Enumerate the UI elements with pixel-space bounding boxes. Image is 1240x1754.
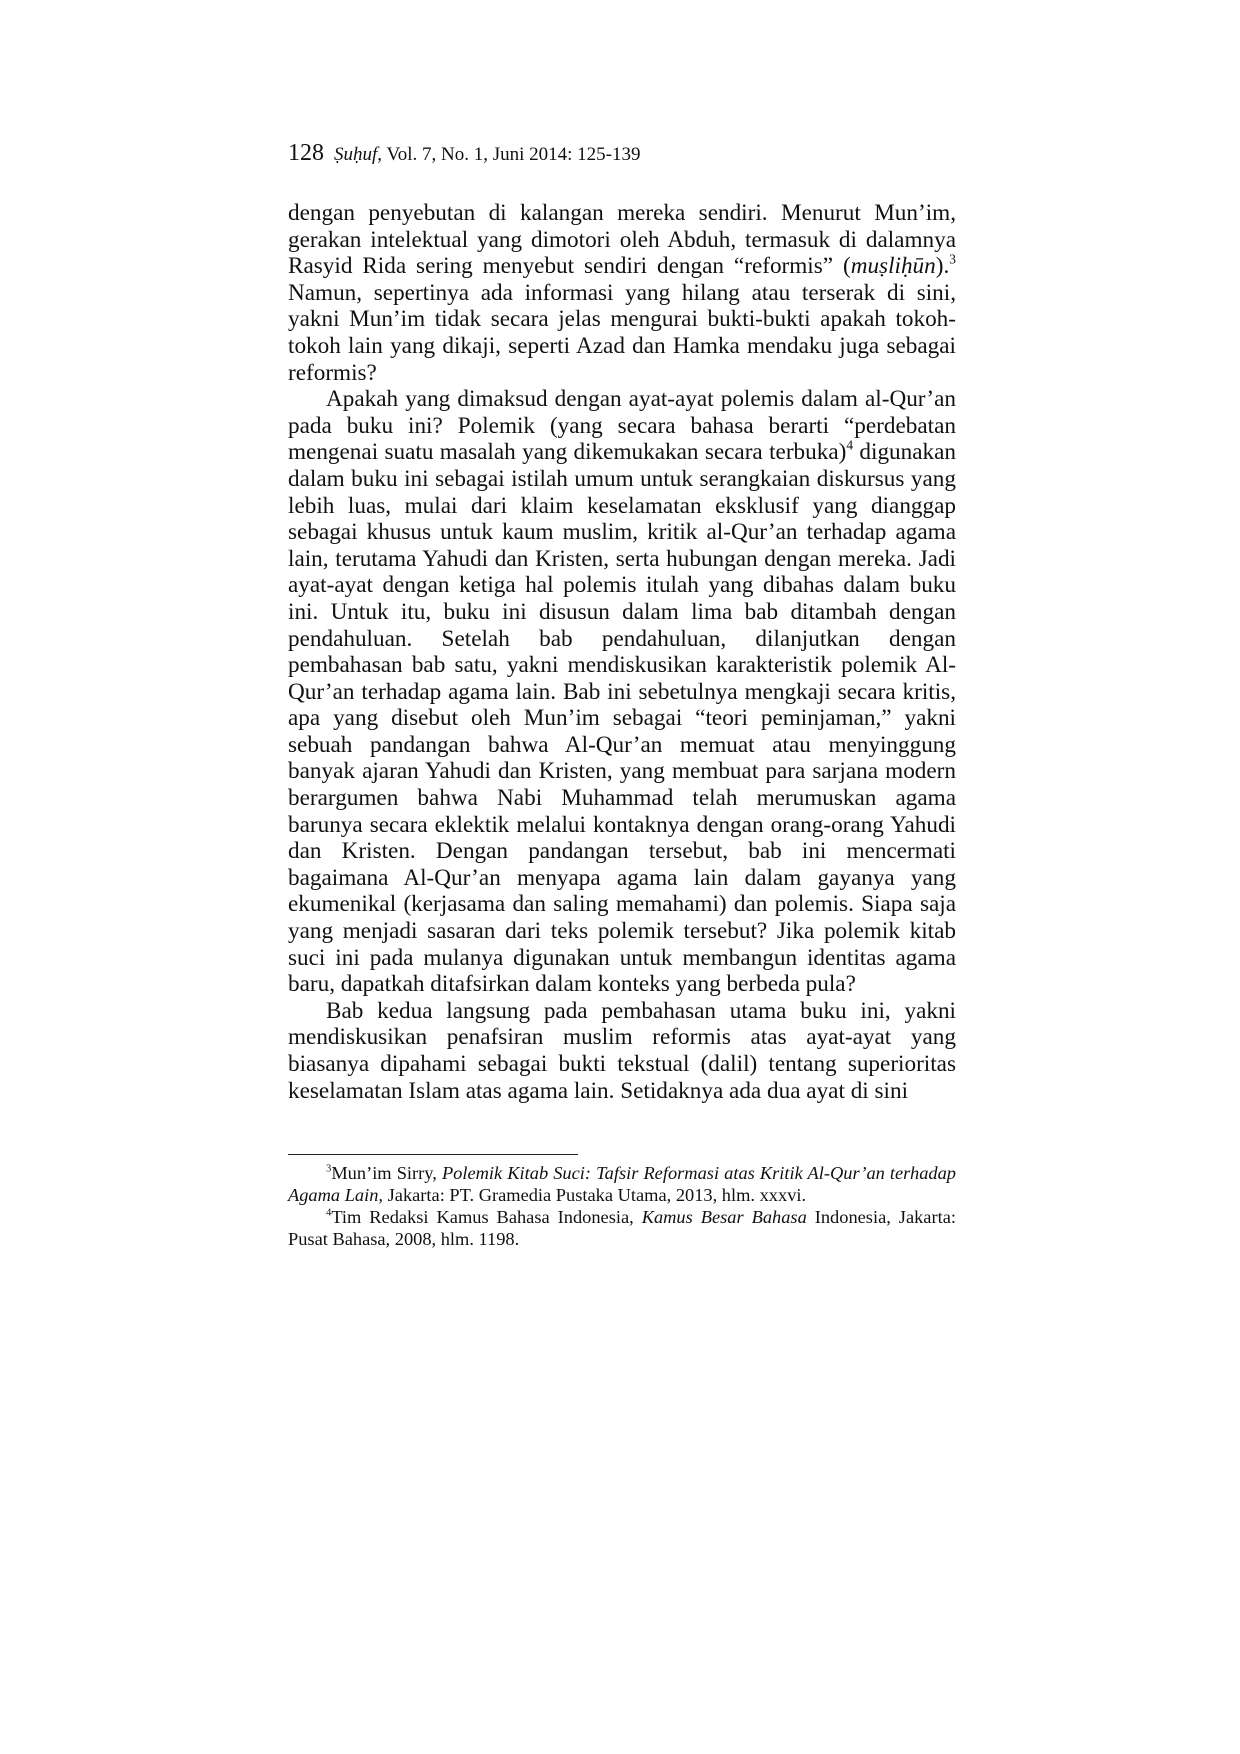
paragraph-text: Namun, sepertinya ada informasi yang hilang atau terserak di sini, yakni Mun’im tidak secara jelas mengurai bukti-bukti apakah tokoh-tokoh lain yang dikaji, seperti Azad dan Hamka mendaku juga sebagai reformis? <box>288 279 956 386</box>
journal-name: Ṣuḥuf <box>334 144 378 165</box>
footnote-title: Polemik Kitab Suci: Tafsir Reformasi atas Kritik Al-Qur’an terhadap Agama Lain, <box>288 1163 956 1205</box>
footnote-ref[interactable]: 3 <box>949 251 956 267</box>
footnote-4 <box>288 1206 956 1250</box>
footnote-publication: Jakarta: PT. Gramedia Pustaka Utama, 2013, hlm. xxxvi. <box>383 1185 807 1205</box>
page-number: 128 <box>288 140 324 166</box>
footnote-number: 4 <box>326 1206 332 1219</box>
footnotes <box>288 1162 956 1250</box>
body-text <box>288 200 956 1104</box>
paragraph-text: dengan penyebutan di kalangan mereka sendiri. Menurut Mun’im, gerakan intelektual yang dimotori oleh Abduh, termasuk di dalamnya Rasyid Rida sering menyebut sendiri dengan “reformis” ( <box>288 200 956 280</box>
footnote-publication: Indonesia, Jakarta: Pusat Bahasa, 2008, hlm. 1198. <box>288 1207 956 1249</box>
running-header <box>288 140 641 167</box>
footnote-number: 3 <box>326 1162 332 1175</box>
paragraph-3 <box>288 998 956 1104</box>
paragraph-1 <box>288 200 956 386</box>
paragraph-2 <box>288 386 956 998</box>
footnote-ref[interactable]: 4 <box>846 437 854 453</box>
arabic-term: muṣliḥūn <box>850 253 936 280</box>
paragraph-text: digunakan dalam buku ini sebagai istilah umum untuk serangkaian diskursus yang lebih luas, mulai dari klaim keselamatan eksklusif yang dianggap sebagai khusus untuk kaum muslim, kritik al-Qur’an terhadap agama lain, terutama Yahudi dan Kristen, serta hubungan dengan mereka. Jadi ayat-ayat dengan ketiga hal polemis itulah yang dibahas dalam buku ini. Untuk itu, buku ini disusun dalam lima bab ditambah dengan pendahuluan. Setelah bab pendahuluan, dilanjutkan dengan pembahasan bab satu, yakni mendiskusikan karakteristik polemik Al-Qur’an terhadap agama lain. Bab ini sebetulnya mengkaji secara kritis, apa yang disebut oleh Mun’im sebagai “teori peminjaman,” yakni sebuah pandangan bahwa Al-Qur’an memuat atau menyinggung banyak ajaran Yahudi dan Kristen, yang membuat para sarjana modern berargumen bahwa Nabi Muhammad telah merumuskan agama barunya secara eklektik melalui kontaknya dengan orang-orang Yahudi dan Kristen. Dengan pandangan tersebut, bab ini mencermati bagaimana Al-Qur’an menyapa agama lain dalam gayanya yang ekumenikal (kerjasama dan saling memahami) dan polemis. Siapa saja yang menjadi sasaran dari teks polemik tersebut? Jika polemik kitab suci ini pada mulanya digunakan untuk membangun identitas agama baru, dapatkah ditafsirkan dalam konteks yang berbeda pula? <box>288 439 957 998</box>
footnote-divider <box>288 1154 578 1155</box>
paragraph-text: Bab kedua langsung pada pembahasan utama buku ini, yakni mendiskusikan penafsiran muslim reformis atas ayat-ayat yang biasanya dipahami sebagai bukti tekstual (dalil) tentang superioritas keselamatan Islam atas agama lain. Setidaknya ada dua ayat di sini <box>288 997 956 1104</box>
paragraph-text: Apakah yang dimaksud dengan ayat-ayat polemis dalam al-Qur’an pada buku ini? Polemik (yang secara bahasa berarti “perdebatan mengenai suatu masalah yang dikemukakan secara terbuka) <box>288 386 956 466</box>
issue-info: , Vol. 7, No. 1, Juni 2014: 125-139 <box>377 144 641 165</box>
footnote-author: Mun’im Sirry, <box>331 1163 442 1183</box>
footnote-title: Kamus Besar Bahasa <box>641 1207 807 1227</box>
footnote-3 <box>288 1162 956 1206</box>
footnote-author: Tim Redaksi Kamus Bahasa Indonesia, <box>331 1207 642 1227</box>
paragraph-text: ). <box>935 253 950 280</box>
